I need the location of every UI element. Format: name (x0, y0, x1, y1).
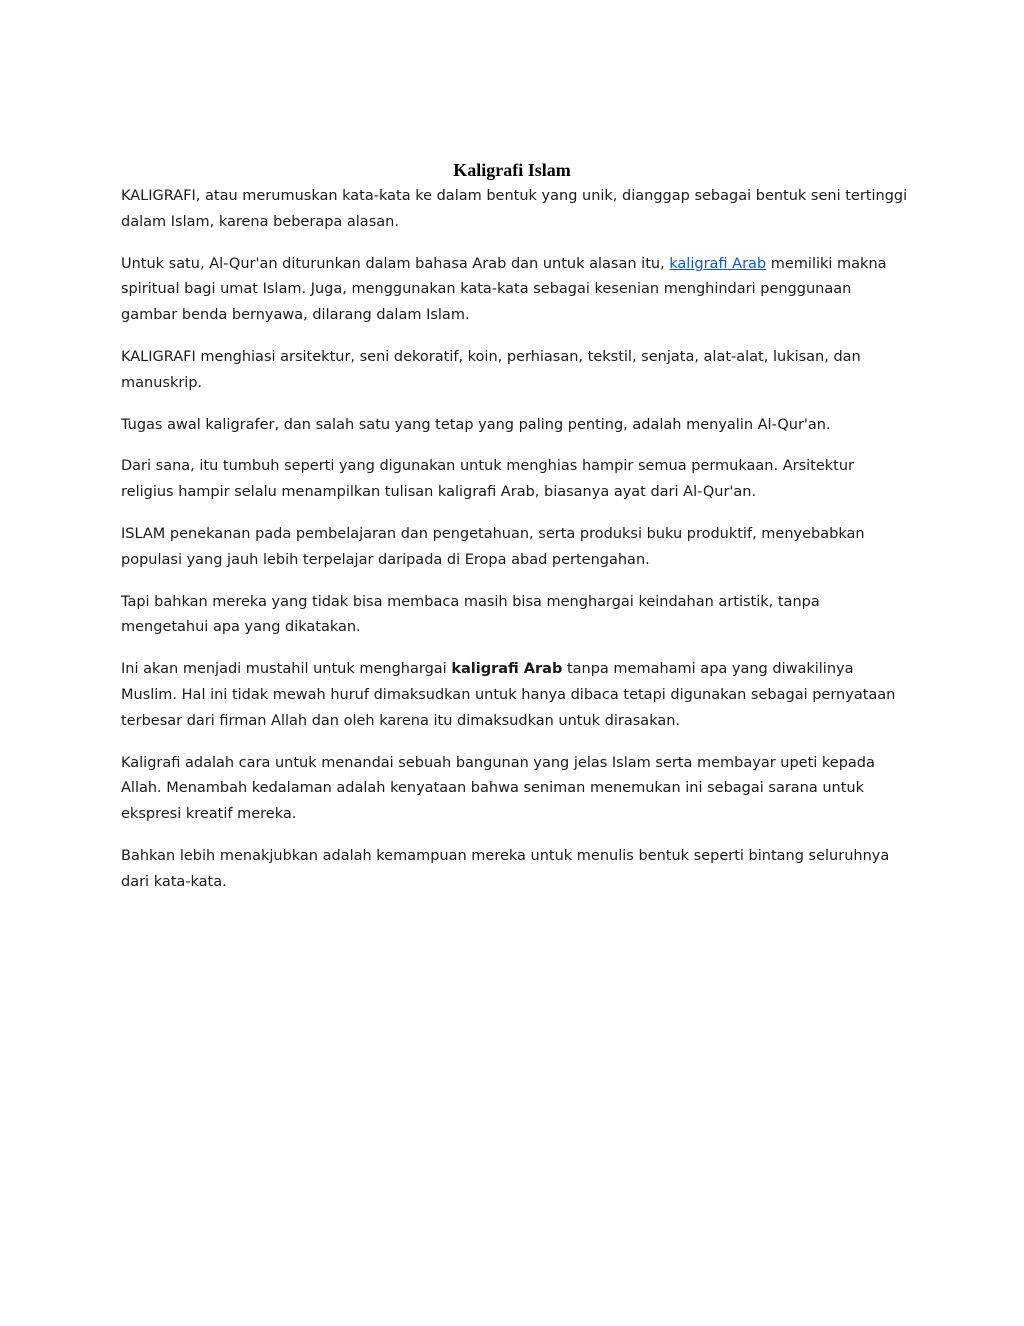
document-body (121, 184, 911, 912)
paragraph-8-text-after: tanpa memahami apa yang diwakilinya Muslim. Hal ini tidak mewah huruf dimaksudkan untuk hanya dibaca tetapi digunakan sebagai pernyataan terbesar dari firman Allah dan oleh karena itu dimaksudkan untuk dirasakan. (121, 661, 896, 729)
paragraph-3: KALIGRAFI menghiasi arsitektur, seni dekoratif, koin, perhiasan, tekstil, senjata, alat-alat, lukisan, dan manuskrip. (121, 348, 861, 391)
paragraph-9: Kaligrafi adalah cara untuk menandai sebuah bangunan yang jelas Islam serta membayar upeti kepada Allah. Menambah kedalaman adalah kenyataan bahwa seniman menemukan ini sebagai sarana untuk ekspresi kreatif mereka. (121, 754, 875, 823)
paragraph-8 (121, 657, 911, 734)
paragraph-5: Dari sana, itu tumbuh seperti yang digunakan untuk menghias hampir semua permukaan. Arsitektur religius hampir selalu menampilkan tulisan kaligrafi Arab, biasanya ayat dari Al-Qur'an. (121, 458, 855, 501)
paragraph-1: KALIGRAFI, atau merumuskan kata-kata ke dalam bentuk yang unik, dianggap sebagai bentuk seni tertinggi dalam Islam, karena beberapa alasan. (121, 188, 908, 230)
paragraph-4: Tugas awal kaligrafer, dan salah satu yang tetap yang paling penting, adalah menyalin Al-Qur'an. (121, 416, 831, 433)
document-title: Kaligrafi Islam (453, 160, 571, 180)
kaligrafi-arab-link[interactable]: kaligrafi Arab (669, 255, 767, 272)
kaligrafi-arab-bold-text: kaligrafi Arab (451, 661, 563, 678)
paragraph-2 (121, 252, 911, 329)
paragraph-10: Bahkan lebih menakjubkan adalah kemampuan mereka untuk menulis bentuk seperti bintang seluruhnya dari kata-kata. (121, 847, 890, 890)
paragraph-2-text-before: Untuk satu, Al-Qur'an diturunkan dalam bahasa Arab dan untuk alasan itu, (121, 255, 670, 272)
paragraph-7: Tapi bahkan mereka yang tidak bisa membaca masih bisa menghargai keindahan artistik, tanpa mengetahui apa yang dikatakan. (121, 593, 820, 636)
paragraph-2-text-after: memiliki makna spiritual bagi umat Islam. Juga, menggunakan kata-kata sebagai kesenian menghindari penggunaan gambar benda bernyawa, dilarang dalam Islam. (121, 255, 887, 324)
paragraph-6: ISLAM penekanan pada pembelajaran dan pengetahuan, serta produksi buku produktif, menyebabkan populasi yang jauh lebih terpelajar daripada di Eropa abad pertengahan. (121, 525, 865, 568)
paragraph-8-text-before: Ini akan menjadi mustahil untuk menghargai (121, 661, 452, 678)
